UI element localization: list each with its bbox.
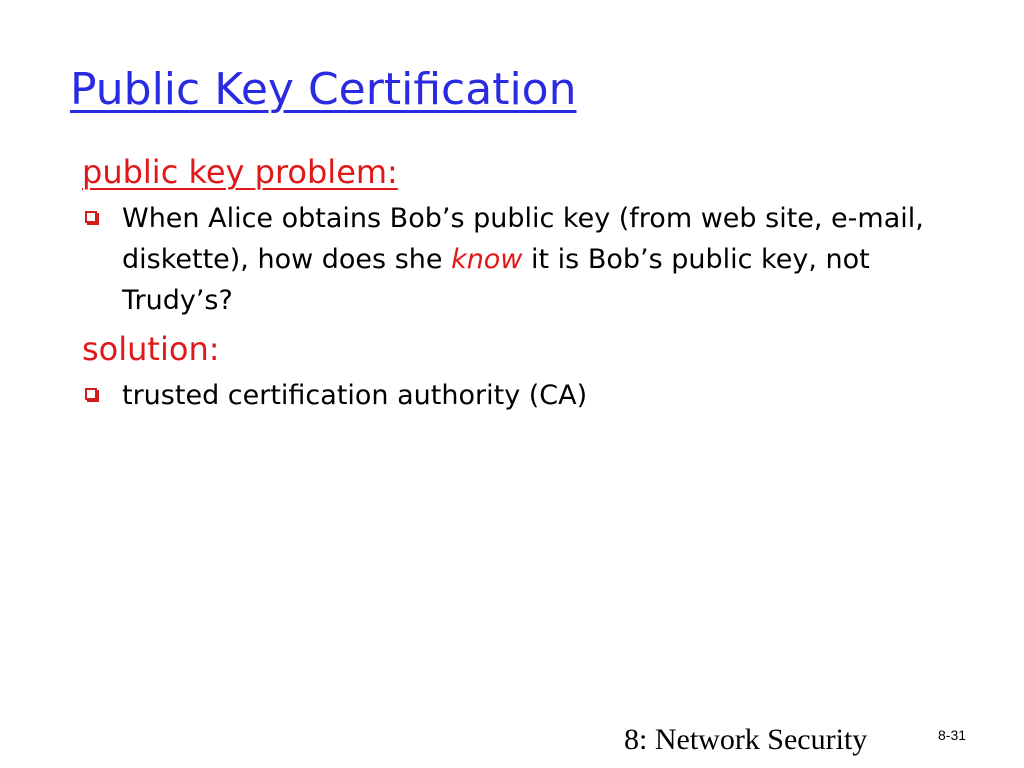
list-item [82, 375, 982, 416]
solution-heading-text: solution: [82, 330, 220, 368]
hollow-square-bullet-icon [85, 388, 97, 400]
list-item [82, 198, 982, 321]
page-number: 8-31 [938, 727, 967, 743]
slide-title: Public Key Certification [70, 64, 577, 115]
slide-footer: 8: Network Security [624, 723, 868, 756]
emphasized-word: know [451, 244, 523, 275]
section-heading-solution [82, 327, 982, 371]
bullet-text-part: When Alice obtains Bob’s public key (from web site, e-mail, diskette), how does she [122, 203, 924, 275]
problem-bullet-list [82, 198, 982, 321]
bullet-text-part: trusted certification authority (CA) [122, 380, 588, 411]
solution-bullet-list [82, 375, 982, 416]
bullet-text-part: it is Bob’s public key, not Trudy’s? [122, 244, 870, 316]
hollow-square-bullet-icon [85, 211, 97, 223]
section-heading-problem [82, 150, 982, 194]
problem-heading-text: public key problem: [82, 153, 398, 191]
slide-content [82, 150, 982, 422]
